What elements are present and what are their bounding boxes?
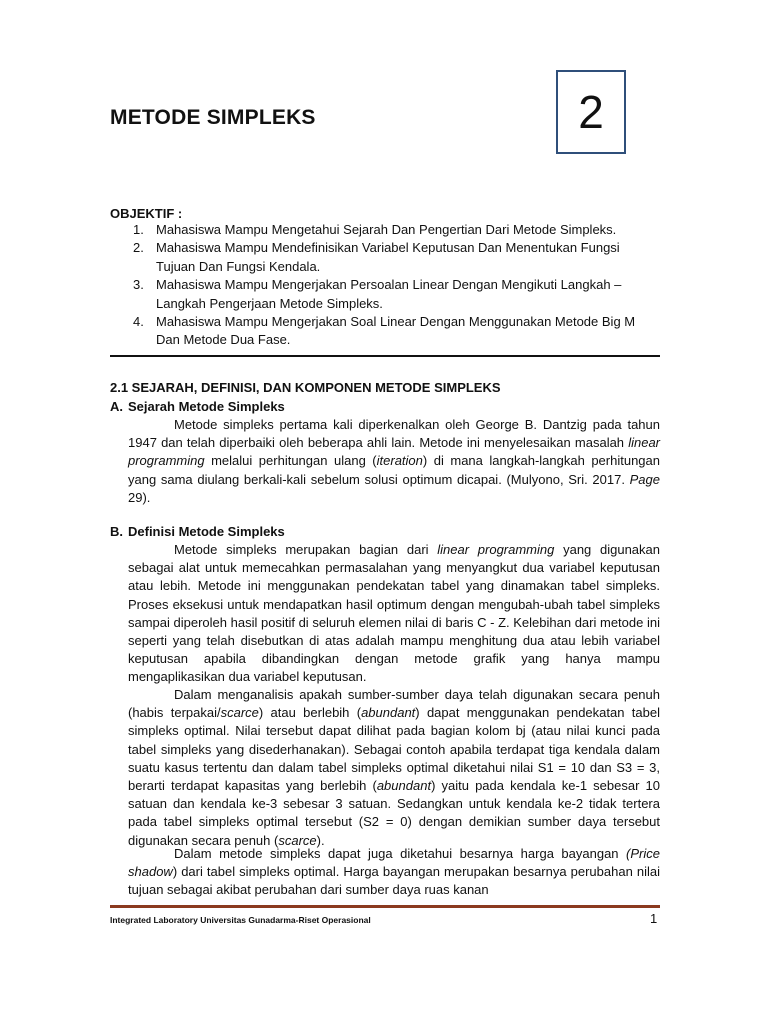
- paragraph-shadow-price: Dalam metode simpleks dapat juga diketahui besarnya harga bayangan (Price shadow) dari tabel simpleks optimal. Harga bayangan merupakan besarnya perubahan nilai tujuan sebagai akibat perubahan dari sumber daya ruas kanan: [128, 846, 660, 898]
- chapter-number-box: 2: [556, 70, 626, 154]
- chapter-title: METODE SIMPLEKS: [110, 106, 316, 129]
- objective-item: 1. Mahasiswa Mampu Mengetahui Sejarah Dan Pengertian Dari Metode Simpleks.: [133, 222, 617, 237]
- objective-item: 4. Mahasiswa Mampu Mengerjakan Soal Linear Dengan Menggunakan Metode Big M Dan Metode Dua Fase.: [133, 314, 636, 348]
- footer-text: Integrated Laboratory Universitas Gunadarma-Riset Operasional: [110, 915, 371, 925]
- objectives-heading: OBJEKTIF :: [110, 206, 183, 221]
- paragraph-history: Metode simpleks pertama kali diperkenalkan oleh George B. Dantzig pada tahun 1947 dan telah diperbaiki oleh beberapa ahli lain. Metode ini menyelesaikan masalah linear programming melalui perhitungan ulang (iteration) di mana langkah-langkah perhitungan yang sama diulang berkali-kali sebelum solusi optimum dicapai. (Mulyono, Sri. 2017. Page 29).: [128, 417, 660, 505]
- section-heading: 2.1 SEJARAH, DEFINISI, DAN KOMPONEN METODE SIMPLEKS: [110, 380, 501, 395]
- subsection-heading-b: B. Definisi Metode Simpleks: [110, 524, 285, 539]
- objective-item: 3. Mahasiswa Mampu Mengerjakan Persoalan Linear Dengan Mengikuti Langkah – Langkah Pengerjaan Metode Simpleks.: [133, 277, 622, 311]
- section-divider: [110, 355, 660, 357]
- page-number: 1: [650, 911, 658, 926]
- objective-item: 2. Mahasiswa Mampu Mendefinisikan Variabel Keputusan Dan Menentukan Fungsi Tujuan Dan Fungsi Kendala.: [133, 240, 620, 274]
- subsection-heading-a: A. Sejarah Metode Simpleks: [110, 399, 285, 414]
- paragraph-analysis: Dalam menganalisis apakah sumber-sumber daya telah digunakan secara penuh (habis terpakai/scarce) atau berlebih (abundant) dapat menggunakan pendekatan tabel simpleks optimal. Nilai tersebut dapat dilihat pada bagian kolom bj (atau nilai kunci pada tabel simpleks yang disederhanakan). Sebagai contoh apabila terdapat tiga kendala dalam suatu kasus tertentu dan dalam tabel simpleks optimal diketahui nilai S1 = 10 dan S3 = 3, berarti terdapat kapasitas yang berlebih (abundant) yaitu pada kendala ke-1 sebesar 10 satuan dan kendala ke-3 sebesar 3 satuan. Sedangkan untuk kendala ke-2 tidak tertera pada tabel simpleks optimal tersebut (S2 = 0) dengan demikian sumber daya tersebut digunakan secara penuh (scarce).: [128, 687, 660, 848]
- footer-divider: [110, 905, 660, 908]
- paragraph-definition: Metode simpleks merupakan bagian dari linear programming yang digunakan sebagai alat untuk memecahkan permasalahan yang menyangkut dua variabel keputusan atau lebih. Metode ini menggunakan pendekatan tabel yang dinamakan tabel simpleks. Proses eksekusi untuk mendapatkan hasil optimum dengan mengubah-ubah tabel simpleks sampai diperoleh hasil positif di seluruh elemen nilai di baris C - Z. Kelebihan dari metode ini seperti yang telah disebutkan di atas adalah mampu menghitung dua atau lebih variabel keputusan apabila dibandingkan dengan metode grafik yang hanya mampu mengaplikasikan dua variabel keputusan.: [128, 542, 660, 685]
- objectives-list: [128, 221, 660, 350]
